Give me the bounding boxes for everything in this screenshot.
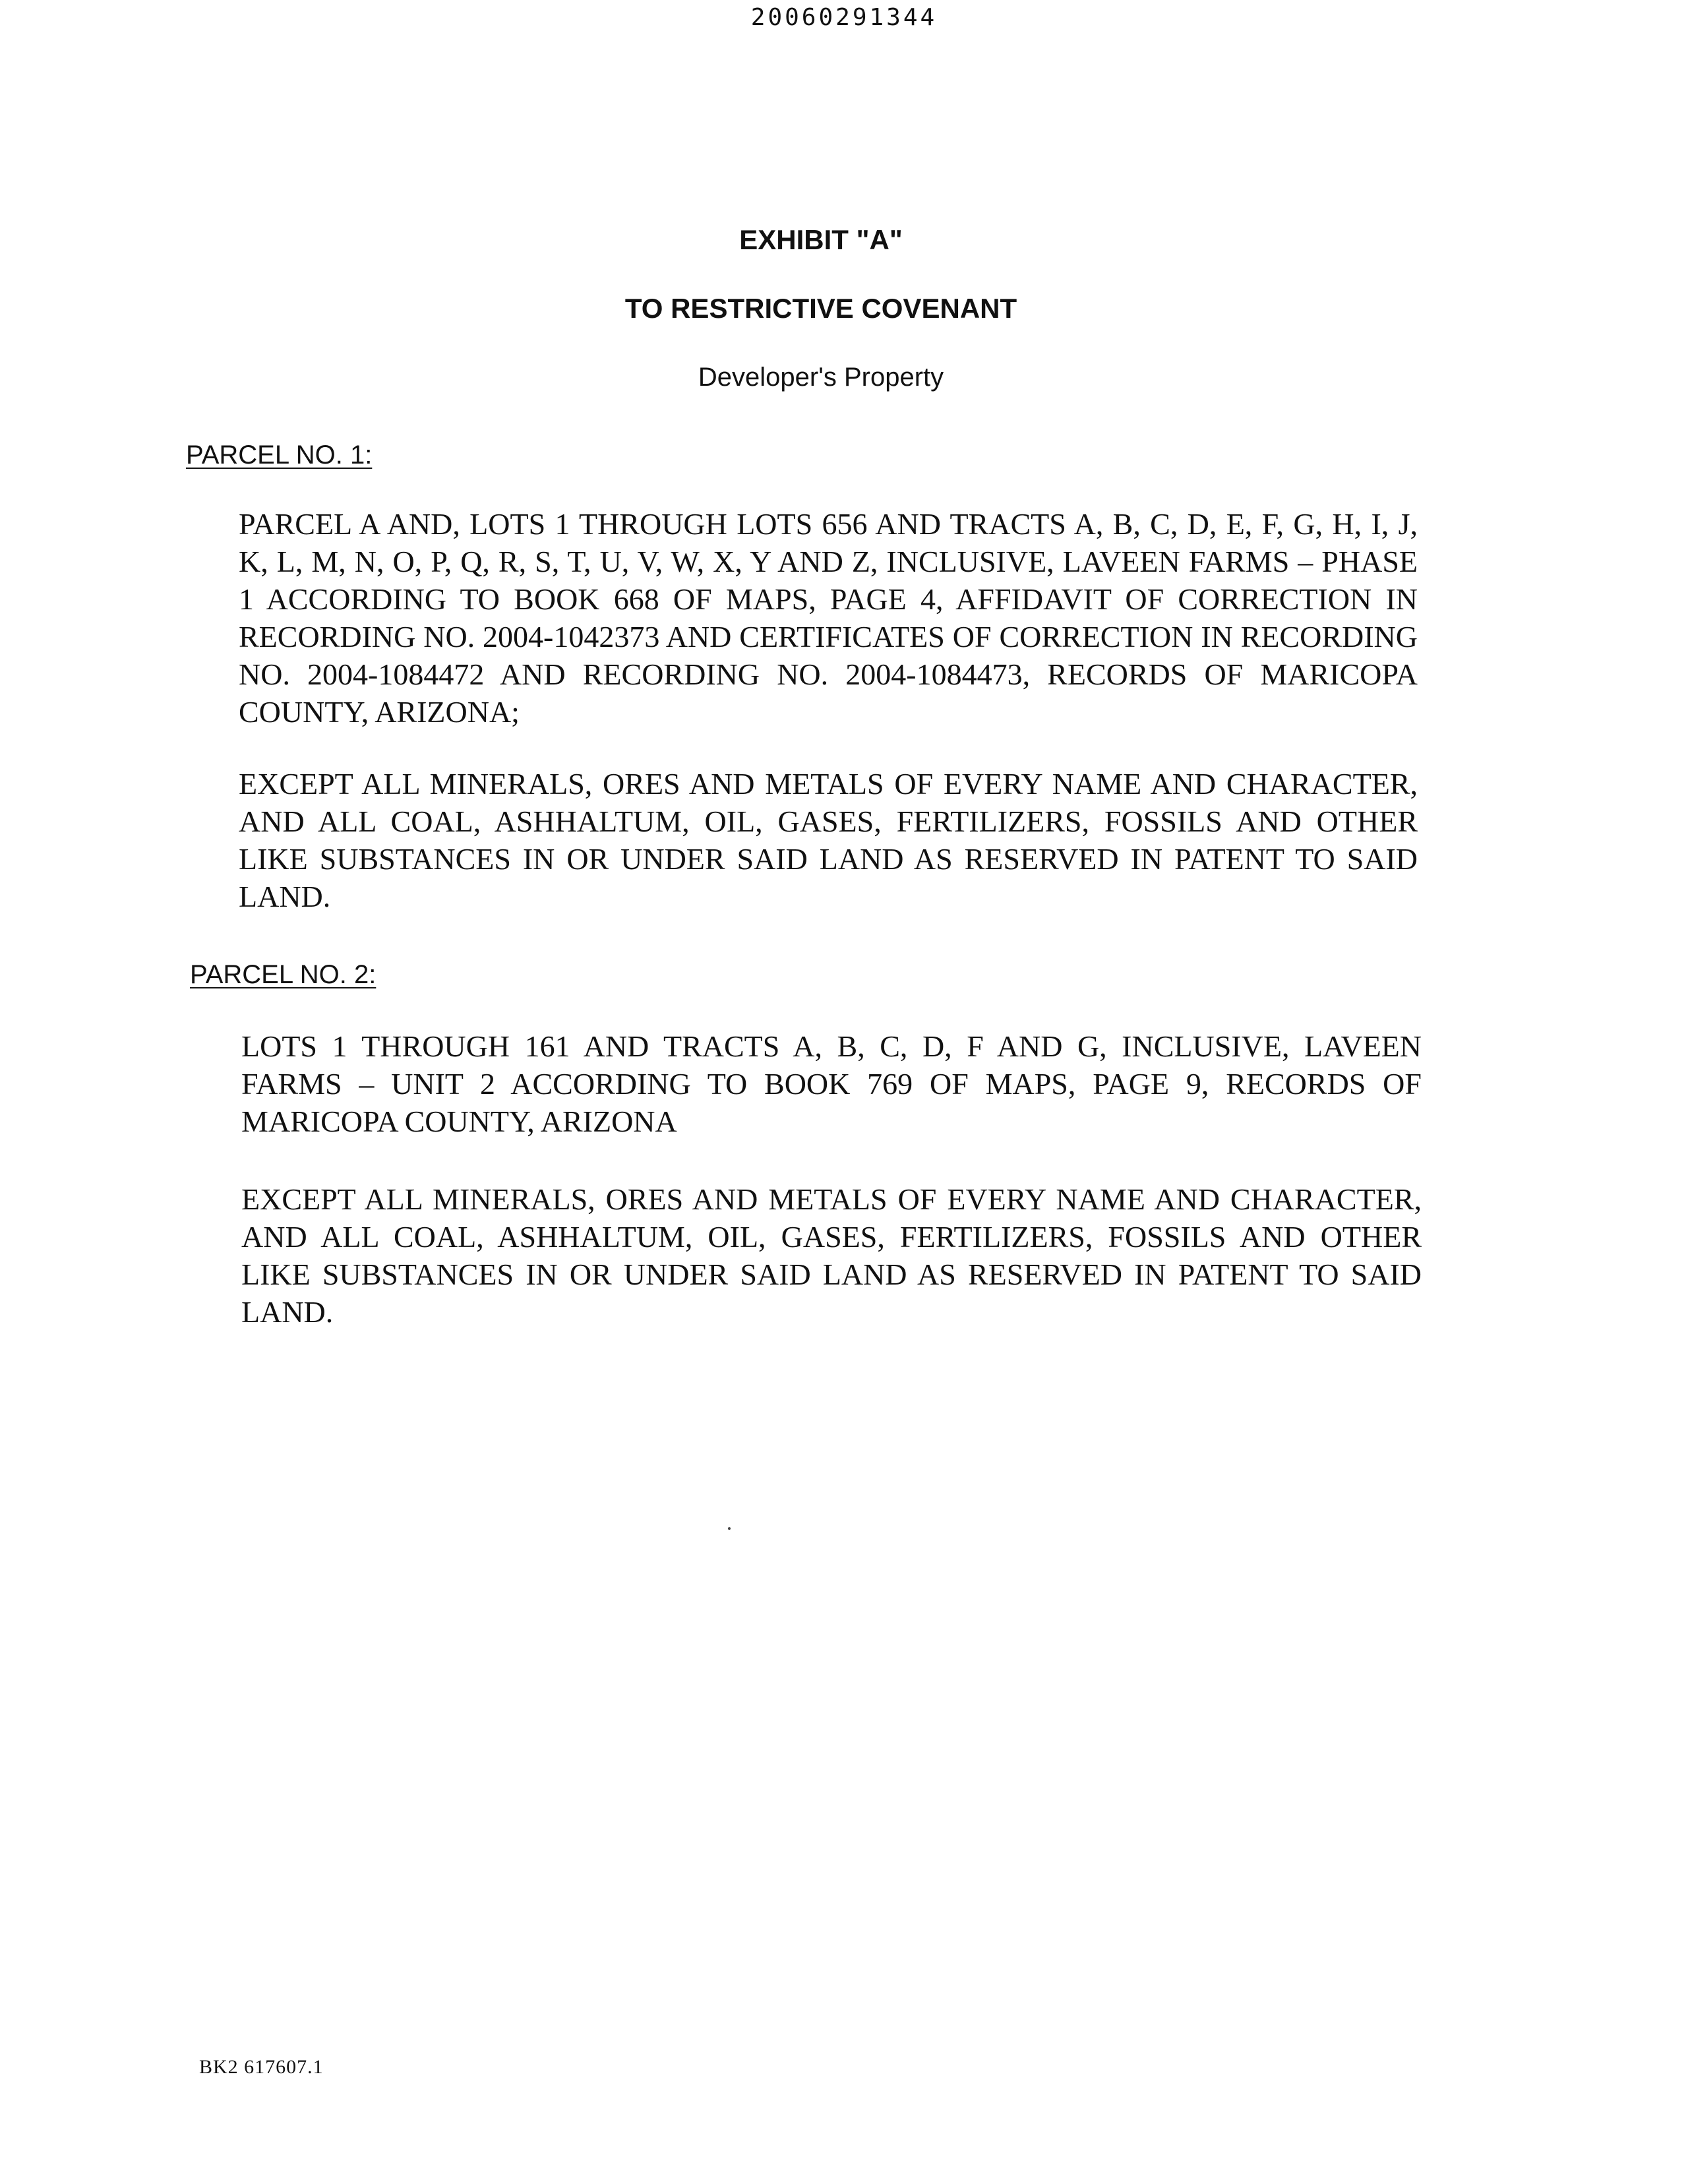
scan-speck: [728, 1527, 731, 1530]
exhibit-caption: Developer's Property: [698, 363, 944, 392]
parcel-2-exception: EXCEPT ALL MINERALS, ORES AND METALS OF EVERY NAME AND CHARACTER, AND ALL COAL, ASHHALTUM, OIL, GASES, FERTILIZERS, FOSSILS AND OTHER LIKE SUBSTANCES IN OR UNDER SAID LAND AS RESERVED IN PATENT TO SAID LAND.: [241, 1182, 1422, 1329]
parcel-2-description: LOTS 1 THROUGH 161 AND TRACTS A, B, C, D, F AND G, INCLUSIVE, LAVEEN FARMS – UNIT 2 ACCORDING TO BOOK 769 OF MAPS, PAGE 9, RECORDS OF MARICOPA COUNTY, ARIZONA: [241, 1029, 1422, 1138]
parcel-1-heading: PARCEL NO. 1:: [186, 440, 373, 470]
exhibit-title: EXHIBIT "A": [739, 224, 903, 255]
exhibit-subtitle: TO RESTRICTIVE COVENANT: [624, 293, 1017, 324]
parcel-2-heading: PARCEL NO. 2:: [190, 960, 377, 989]
footer-document-reference: BK2 617607.1: [199, 2056, 324, 2078]
recording-number: 20060291344: [750, 4, 938, 31]
parcel-1-description: PARCEL A AND, LOTS 1 THROUGH LOTS 656 AND TRACTS A, B, C, D, E, F, G, H, I, J, K, L, M, N, O, P, Q, R, S, T, U, V, W, X, Y AND Z, INCLUSIVE, LAVEEN FARMS – PHASE 1 ACCORDING TO BOOK 668 OF MAPS, PAGE 4, AFFIDAVIT OF CORRECTION IN RECORDING NO. 2004-1042373 AND CERTIFICATES OF CORRECTION IN RECORDING NO. 2004-1084472 AND RECORDING NO. 2004-1084473, RECORDS OF MARICOPA COUNTY, ARIZONA;: [239, 507, 1418, 729]
parcel-1-exception: EXCEPT ALL MINERALS, ORES AND METALS OF EVERY NAME AND CHARACTER, AND ALL COAL, ASHHALTUM, OIL, GASES, FERTILIZERS, FOSSILS AND OTHER LIKE SUBSTANCES IN OR UNDER SAID LAND AS RESERVED IN PATENT TO SAID LAND.: [239, 767, 1418, 913]
